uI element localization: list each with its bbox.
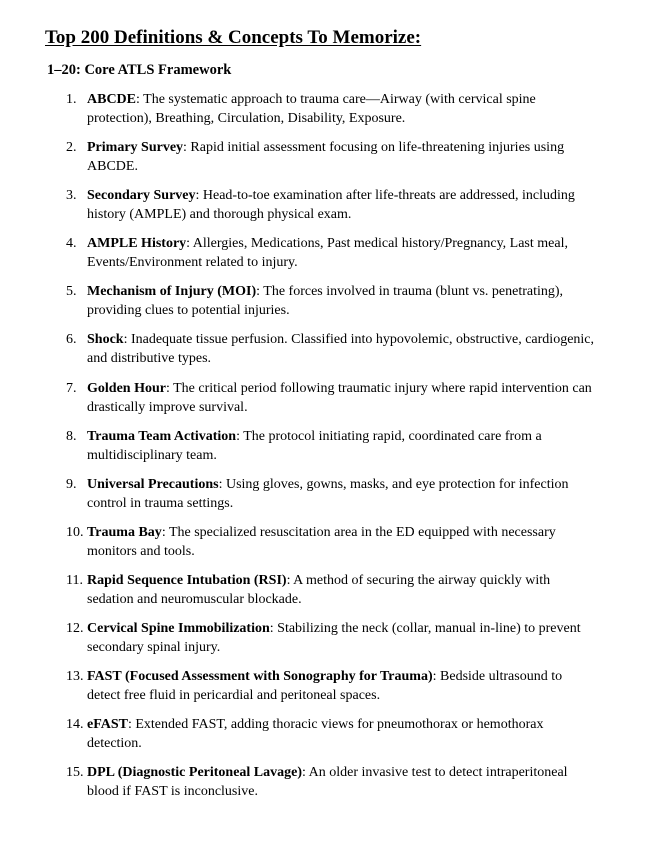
list-item: [0, 379, 652, 427]
item-term: Mechanism of Injury (MOI): [87, 284, 257, 300]
item-text: [87, 427, 599, 465]
item-term: ABCDE: [87, 92, 137, 107]
item-number: 4.: [66, 236, 77, 252]
item-term: Trauma Bay: [87, 524, 162, 540]
list-item: [0, 330, 652, 378]
list-item: [0, 523, 652, 571]
item-term: eFAST: [87, 717, 128, 733]
item-number: 11.: [66, 572, 83, 588]
list-item: [0, 234, 652, 282]
item-number: 13.: [66, 669, 84, 685]
list-item: [0, 427, 652, 475]
item-number: 1.: [66, 92, 77, 107]
item-text: [87, 138, 599, 176]
item-text: [87, 763, 599, 801]
item-term: Rapid Sequence Intubation (RSI): [87, 572, 287, 588]
item-term: Cervical Spine Immobilization: [87, 621, 270, 637]
item-number: 5.: [66, 284, 77, 300]
list-item: [0, 763, 652, 811]
item-definition: : Using gloves, gowns, masks, and eye protection for infection control in trauma settings.: [87, 476, 569, 511]
list-item: [0, 619, 652, 667]
item-term: FAST (Focused Assessment with Sonography for Trauma): [87, 669, 433, 685]
item-text: [87, 667, 599, 705]
item-definition: : Bedside ultrasound to detect free fluid in pericardial and peritoneal spaces.: [87, 669, 563, 704]
item-term: AMPLE History: [87, 236, 187, 252]
item-definition: : The protocol initiating rapid, coordinated care from a multidisciplinary team.: [87, 428, 542, 463]
item-text: [87, 619, 599, 657]
item-term: Universal Precautions: [87, 476, 219, 492]
item-text: [87, 234, 599, 272]
item-term: Secondary Survey: [87, 188, 196, 204]
item-term: Primary Survey: [87, 140, 184, 156]
item-number: 12.: [66, 621, 84, 637]
list-item: [0, 138, 652, 186]
item-number: 7.: [66, 380, 77, 396]
item-text: [87, 475, 599, 513]
item-definition: : Stabilizing the neck (collar, manual in-line) to prevent secondary spinal injury.: [87, 621, 581, 656]
item-definition: : The forces involved in trauma (blunt vs. penetrating), providing clues to potential injuries.: [87, 284, 564, 319]
list-item: [0, 282, 652, 330]
item-definition: : An older invasive test to detect intraperitoneal blood if FAST is inconclusive.: [87, 765, 568, 800]
item-number: 3.: [66, 188, 77, 204]
list-item: [0, 90, 652, 138]
item-text: [87, 282, 599, 320]
item-definition: : A method of securing the airway quickly with sedation and neuromuscular blockade.: [87, 572, 551, 607]
item-text: [87, 90, 599, 128]
item-definition: : Inadequate tissue perfusion. Classified into hypovolemic, obstructive, cardiogenic, and distributive types.: [87, 332, 595, 367]
list-item: [0, 475, 652, 523]
item-number: 8.: [66, 428, 77, 444]
item-number: 10.: [66, 524, 84, 540]
item-definition: : The systematic approach to trauma care—Airway (with cervical spine protection), Breathing, Circulation, Disability, Exposure.: [87, 92, 536, 126]
item-text: [87, 571, 599, 609]
item-term: Shock: [87, 332, 124, 348]
page-title: Top 200 Definitions & Concepts To Memorize:: [45, 27, 422, 48]
item-text: [87, 186, 599, 224]
item-number: 2.: [66, 140, 77, 156]
item-definition: : Rapid initial assessment focusing on life-threatening injuries using ABCDE.: [87, 140, 565, 175]
list-item: [0, 571, 652, 619]
definitions-list: [0, 90, 652, 811]
item-definition: : The specialized resuscitation area in the ED equipped with necessary monitors and tools.: [87, 524, 556, 559]
item-definition: : Head-to-toe examination after life-threats are addressed, including history (AMPLE) and thorough physical exam.: [87, 188, 575, 223]
item-text: [87, 330, 599, 368]
list-item: [0, 667, 652, 715]
item-term: Golden Hour: [87, 380, 166, 396]
list-item: [0, 186, 652, 234]
item-number: 14.: [66, 717, 84, 733]
item-text: [87, 715, 599, 753]
item-number: 15.: [66, 765, 84, 781]
list-item: [0, 715, 652, 763]
item-number: 6.: [66, 332, 77, 348]
item-term: DPL (Diagnostic Peritoneal Lavage): [87, 765, 303, 781]
item-text: [87, 523, 599, 561]
item-definition: : Allergies, Medications, Past medical history/Pregnancy, Last meal, Events/Environment related to injury.: [87, 236, 568, 271]
item-definition: : The critical period following traumatic injury where rapid intervention can drastically improve survival.: [87, 380, 592, 415]
item-text: [87, 379, 599, 417]
item-number: 9.: [66, 476, 77, 492]
section-heading: 1–20: Core ATLS Framework: [47, 62, 232, 78]
item-definition: : Extended FAST, adding thoracic views for pneumothorax or hemothorax detection.: [87, 717, 544, 752]
item-term: Trauma Team Activation: [87, 428, 237, 444]
